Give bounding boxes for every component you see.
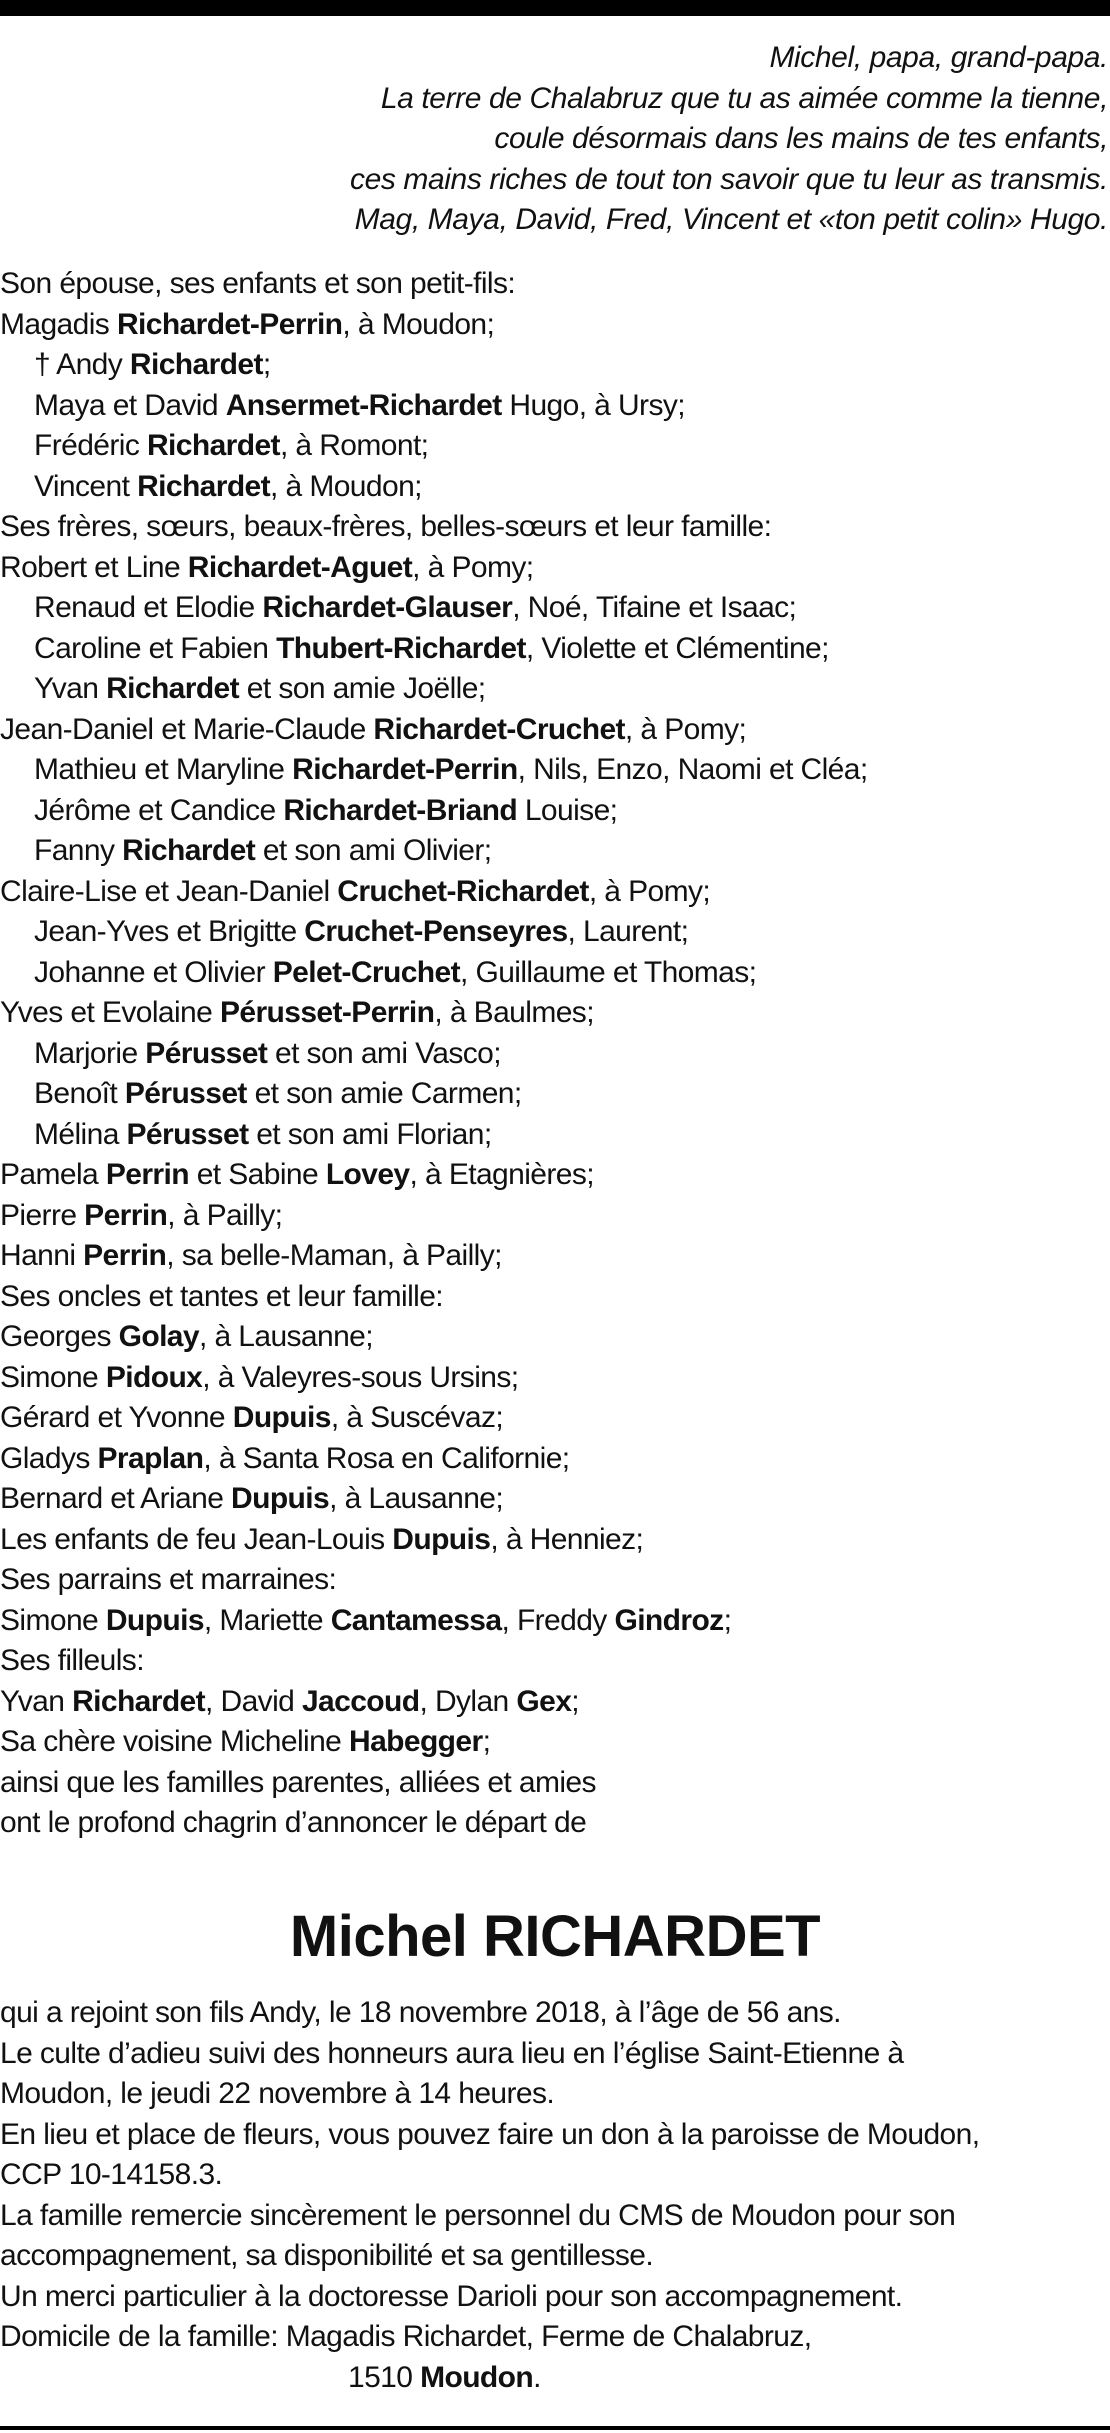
- family-text: , à Lausanne;: [329, 1482, 504, 1515]
- family-line: [0, 1763, 1110, 1804]
- family-text: Vincent: [34, 469, 138, 503]
- family-surname: Richardet: [146, 429, 280, 462]
- family-line: [0, 1560, 1110, 1601]
- family-text: ;: [723, 1603, 732, 1637]
- family-line: [0, 1803, 1110, 1844]
- family-surname: Richardet-Perrin: [116, 307, 343, 341]
- family-text: Simone: [0, 1603, 106, 1637]
- family-surname: Praplan: [97, 1441, 204, 1475]
- top-rule: [0, 0, 1110, 16]
- family-line: [0, 1074, 1110, 1115]
- family-surname: Pérusset: [145, 1036, 268, 1070]
- family-line: [0, 345, 1110, 386]
- family-surname: Perrin: [84, 1198, 168, 1232]
- family-surname: Richardet-Briand: [283, 793, 518, 827]
- family-text: Caroline et Fabien: [34, 631, 277, 665]
- family-text: , Guillaume et Thomas;: [460, 955, 757, 989]
- closing-line: Domicile de la famille: Magadis Richardet, Ferme de Chalabruz,: [0, 2320, 812, 2353]
- family-line: [0, 1115, 1110, 1156]
- family-line: [0, 264, 1110, 305]
- address-end: .: [533, 2360, 541, 2394]
- closing-line: CCP 10-14158.3.: [0, 2158, 223, 2191]
- poem-line: coule désormais dans les mains de tes enfants,: [494, 122, 1108, 155]
- family-text: ont le profond chagrin d’annoncer le départ de: [0, 1806, 587, 1839]
- family-text: Son épouse, ses enfants et son petit-fils:: [0, 267, 516, 300]
- family-surname: Richardet-Perrin: [292, 753, 518, 786]
- family-line: [0, 305, 1110, 346]
- family-surname: Richardet: [72, 1684, 206, 1718]
- family-text: Fanny: [34, 834, 123, 867]
- family-text: , à Valeyres-sous Ursins;: [202, 1360, 519, 1394]
- family-text: Magadis: [0, 307, 117, 341]
- family-surname: Pidoux: [105, 1360, 203, 1394]
- family-text: Jérôme et Candice: [34, 793, 284, 827]
- family-text: Hanni: [0, 1239, 84, 1272]
- family-text: Georges: [0, 1320, 119, 1353]
- family-text: Jean-Daniel et Marie-Claude: [0, 712, 374, 746]
- family-text: Ses frères, sœurs, beaux-frères, belles-sœurs et leur famille:: [0, 510, 772, 543]
- family-text: Simone: [0, 1360, 106, 1394]
- family-line: [0, 467, 1110, 508]
- family-line: [0, 1358, 1110, 1399]
- family-text: , à Santa Rosa en Californie;: [203, 1441, 570, 1475]
- family-line: [0, 548, 1110, 589]
- family-text: , à Suscévaz;: [330, 1401, 504, 1434]
- family-line: [0, 1722, 1110, 1763]
- closing-text: [0, 1993, 1110, 2398]
- family-line: [0, 710, 1110, 751]
- family-line: [0, 993, 1110, 1034]
- family-surname: Cruchet-Penseyres: [304, 915, 568, 948]
- family-surname: Richardet-Cruchet: [373, 712, 625, 746]
- family-line: [0, 1196, 1110, 1237]
- family-surname: Habegger: [349, 1725, 483, 1758]
- family-text: ;: [482, 1725, 491, 1758]
- family-text: , à Pomy;: [624, 712, 747, 746]
- family-surname: Gex: [516, 1684, 572, 1718]
- family-line: [0, 1641, 1110, 1682]
- family-text: , Violette et Clémentine;: [525, 631, 829, 665]
- family-text: Louise;: [517, 793, 618, 827]
- family-line: [0, 386, 1110, 427]
- family-text: , Mariette: [203, 1603, 331, 1637]
- family-line: [0, 1155, 1110, 1196]
- family-text: Benoît: [34, 1077, 125, 1110]
- family-surname: Perrin: [105, 1158, 189, 1191]
- family-text: Mélina: [34, 1117, 127, 1151]
- family-text: Frédéric: [34, 429, 147, 462]
- family-line: [0, 1277, 1110, 1318]
- family-text: , David: [205, 1684, 302, 1718]
- family-surname: Dupuis: [392, 1522, 491, 1556]
- family-text: , Laurent;: [567, 915, 689, 948]
- family-surname: Pérusset: [126, 1117, 249, 1151]
- family-text: Maya et David: [34, 388, 226, 422]
- family-line: [0, 1236, 1110, 1277]
- family-text: Ses filleuls:: [0, 1644, 144, 1677]
- family-text: Marjorie: [34, 1036, 146, 1070]
- closing-line: accompagnement, sa disponibilité et sa gentillesse.: [0, 2239, 654, 2272]
- family-text: Pamela: [0, 1158, 106, 1191]
- family-text: , à Etagnières;: [409, 1158, 594, 1191]
- family-list: [0, 264, 1110, 1844]
- family-line: [0, 507, 1110, 548]
- family-line: [0, 588, 1110, 629]
- poem-line: Mag, Maya, David, Fred, Vincent et «ton petit colin» Hugo.: [354, 203, 1108, 236]
- family-surname: Richardet: [106, 672, 240, 705]
- family-text: , à Moudon;: [342, 307, 495, 341]
- family-line: [0, 750, 1110, 791]
- closing-line: La famille remercie sincèrement le personnel du CMS de Moudon pour son: [0, 2198, 956, 2232]
- family-surname: Gindroz: [614, 1603, 724, 1637]
- poem-line: Michel, papa, grand-papa.: [769, 41, 1108, 74]
- bottom-rule: [0, 2426, 1110, 2430]
- poem-line: ces mains riches de tout ton savoir que tu leur as transmis.: [349, 162, 1108, 196]
- deceased-name: Michel RICHARDET: [289, 1904, 821, 1969]
- address-city: Moudon: [420, 2360, 534, 2394]
- family-text: Bernard et Ariane: [0, 1482, 232, 1515]
- family-text: , à Moudon;: [270, 469, 422, 503]
- family-surname: Ansermet-Richardet: [225, 388, 502, 422]
- family-text: , sa belle-Maman, à Pailly;: [166, 1239, 502, 1272]
- family-text: , Freddy: [501, 1603, 615, 1637]
- family-text: Yvan: [34, 672, 107, 705]
- family-text: Claire-Lise et Jean-Daniel: [0, 874, 338, 908]
- family-address: [0, 2358, 1110, 2399]
- family-text: † Andy: [34, 348, 130, 381]
- family-text: , à Henniez;: [490, 1522, 644, 1556]
- family-surname: Perrin: [83, 1239, 167, 1272]
- family-text: Ses parrains et marraines:: [0, 1563, 337, 1596]
- family-text: , à Lausanne;: [198, 1320, 374, 1353]
- family-line: [0, 1479, 1110, 1520]
- family-line: [0, 791, 1110, 832]
- family-surname: Richardet-Glauser: [262, 591, 513, 624]
- family-text: , Dylan: [419, 1684, 517, 1718]
- family-line: [0, 1034, 1110, 1075]
- family-line: [0, 669, 1110, 710]
- closing-line: qui a rejoint son fils Andy, le 18 novembre 2018, à l’âge de 56 ans.: [0, 1996, 841, 2029]
- family-surname: Cruchet-Richardet: [337, 874, 589, 908]
- family-text: et son amie Joëlle;: [239, 672, 486, 705]
- family-text: ;: [262, 348, 271, 381]
- family-line: [0, 1439, 1110, 1480]
- family-text: ;: [571, 1684, 580, 1718]
- family-text: ainsi que les familles parentes, alliées et amies: [0, 1765, 596, 1799]
- family-surname: Cantamessa: [330, 1603, 502, 1637]
- family-surname: Jaccoud: [301, 1684, 420, 1718]
- family-line: [0, 1317, 1110, 1358]
- closing-line: Un merci particulier à la doctoresse Darioli pour son accompagnement.: [0, 2279, 903, 2313]
- family-surname: Dupuis: [232, 1401, 331, 1434]
- family-line: [0, 629, 1110, 670]
- family-text: , à Baulmes;: [434, 996, 594, 1029]
- family-surname: Richardet-Aguet: [187, 550, 413, 584]
- family-text: , Nils, Enzo, Naomi et Cléa;: [517, 753, 868, 786]
- family-surname: Richardet: [129, 348, 263, 381]
- dedication-poem: [8, 38, 1108, 241]
- family-text: , Noé, Tifaine et Isaac;: [512, 591, 797, 624]
- family-surname: Richardet: [137, 469, 271, 503]
- family-text: Renaud et Elodie: [34, 591, 263, 624]
- family-text: et Sabine: [188, 1158, 326, 1191]
- closing-line: Moudon, le jeudi 22 novembre à 14 heures.: [0, 2077, 555, 2110]
- family-surname: Dupuis: [105, 1603, 204, 1637]
- family-line: [0, 872, 1110, 913]
- family-text: Yvan: [0, 1684, 73, 1718]
- family-surname: Lovey: [325, 1158, 410, 1191]
- family-text: et son ami Florian;: [248, 1117, 492, 1151]
- family-surname: Dupuis: [231, 1482, 330, 1515]
- family-text: , à Romont;: [279, 429, 429, 462]
- family-line: [0, 1601, 1110, 1642]
- closing-line: Le culte d’adieu suivi des honneurs aura lieu en l’église Saint-Etienne à: [0, 2036, 904, 2070]
- family-text: Jean-Yves et Brigitte: [34, 915, 305, 948]
- family-text: Yves et Evolaine: [0, 996, 220, 1029]
- family-line: [0, 831, 1110, 872]
- closing-line: En lieu et place de fleurs, vous pouvez faire un don à la paroisse de Moudon,: [0, 2117, 980, 2151]
- family-text: Gladys: [0, 1441, 98, 1475]
- family-text: Robert et Line: [0, 550, 188, 584]
- family-text: Hugo, à Ursy;: [501, 388, 685, 422]
- family-text: , à Pailly;: [167, 1198, 283, 1232]
- family-text: , à Pomy;: [412, 550, 534, 584]
- family-text: , à Pomy;: [588, 874, 711, 908]
- family-surname: Pérusset-Perrin: [219, 996, 435, 1029]
- family-text: et son amie Carmen;: [246, 1077, 522, 1110]
- family-surname: Thubert-Richardet: [276, 631, 526, 665]
- family-surname: Pérusset: [124, 1077, 247, 1110]
- family-text: et son ami Vasco;: [267, 1036, 502, 1070]
- family-line: [0, 426, 1110, 467]
- family-text: Gérard et Yvonne: [0, 1401, 233, 1434]
- family-surname: Richardet: [122, 834, 256, 867]
- address-postcode: 1510: [348, 2360, 421, 2394]
- family-text: Mathieu et Maryline: [34, 753, 293, 786]
- family-surname: Golay: [118, 1320, 199, 1353]
- family-text: et son ami Olivier;: [255, 834, 492, 867]
- family-line: [0, 1520, 1110, 1561]
- family-line: [0, 1398, 1110, 1439]
- family-text: Sa chère voisine Micheline: [0, 1725, 349, 1758]
- family-text: Pierre: [0, 1198, 85, 1232]
- family-line: [0, 912, 1110, 953]
- family-surname: Pelet-Cruchet: [272, 955, 460, 989]
- family-line: [0, 1682, 1110, 1723]
- poem-line: La terre de Chalabruz que tu as aimée comme la tienne,: [380, 81, 1108, 115]
- family-line: [0, 953, 1110, 994]
- family-text: Les enfants de feu Jean-Louis: [0, 1522, 393, 1556]
- family-text: Johanne et Olivier: [34, 955, 273, 989]
- family-text: Ses oncles et tantes et leur famille:: [0, 1279, 444, 1313]
